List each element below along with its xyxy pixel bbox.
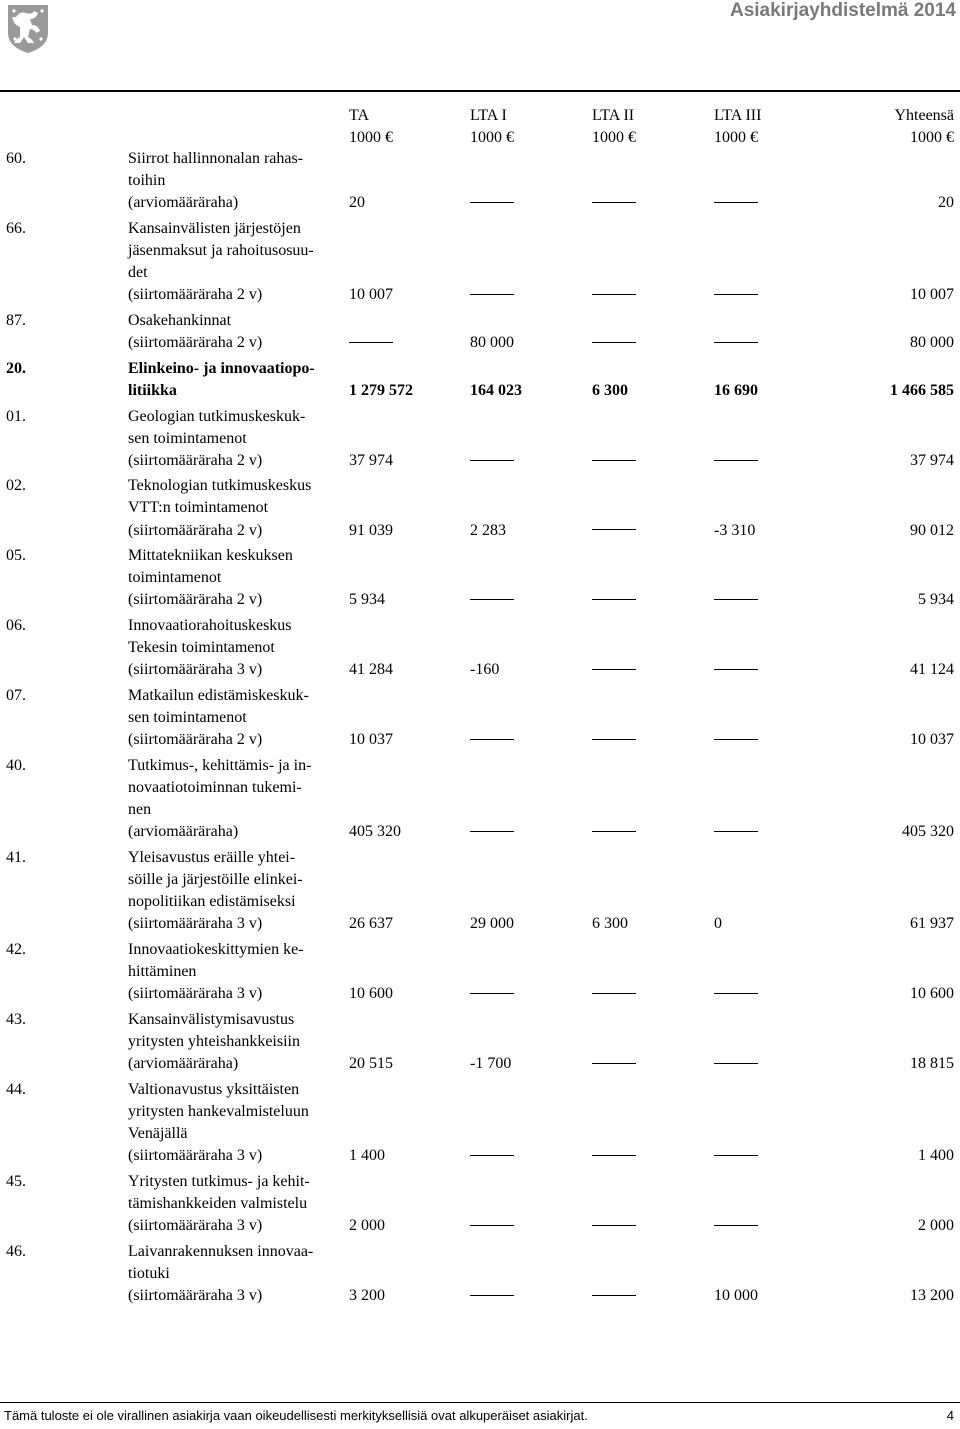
row-description-line: nopolitiikan edistämiseksi bbox=[128, 893, 296, 911]
dash-mark bbox=[714, 294, 758, 295]
row-description-line: sen toimintamenot bbox=[128, 709, 247, 727]
row-description-line: (siirtomääräraha 2 v) bbox=[128, 731, 263, 749]
empty-value-dash bbox=[592, 1145, 636, 1167]
row-description-line: tiotuki bbox=[128, 1264, 170, 1282]
row-value: 3 200 bbox=[349, 1286, 385, 1304]
empty-value-dash bbox=[592, 284, 636, 306]
table-row bbox=[0, 358, 960, 402]
row-description bbox=[128, 1171, 348, 1237]
empty-value-dash bbox=[592, 983, 636, 1005]
dash-mark bbox=[592, 669, 636, 670]
row-value: 80 000 bbox=[470, 333, 514, 351]
table-row bbox=[0, 685, 960, 751]
row-value: 91 039 bbox=[349, 521, 393, 539]
row-number: 46. bbox=[6, 1242, 26, 1260]
row-description-line: Geologian tutkimuskeskuk- bbox=[128, 407, 306, 425]
col-header-lta-i: LTA I 1000 € bbox=[470, 107, 514, 146]
table-row bbox=[0, 148, 960, 214]
row-description bbox=[128, 755, 348, 843]
dash-mark bbox=[714, 599, 758, 600]
row-description-line: toimintamenot bbox=[128, 569, 222, 587]
table-row bbox=[0, 545, 960, 611]
empty-value-dash bbox=[470, 729, 514, 751]
dash-mark bbox=[349, 342, 393, 343]
row-value: 2 000 bbox=[349, 1216, 385, 1234]
dash-mark bbox=[714, 669, 758, 670]
row-number: 05. bbox=[6, 547, 26, 565]
row-description-line: Innovaatiokeskittymien ke- bbox=[128, 941, 304, 958]
empty-value-dash bbox=[714, 589, 758, 611]
empty-value-dash bbox=[714, 659, 758, 681]
row-number: 20. bbox=[6, 359, 26, 377]
empty-value-dash bbox=[592, 589, 636, 611]
row-total-value: 10 007 bbox=[910, 286, 954, 304]
row-total-value: 1 400 bbox=[918, 1147, 954, 1165]
empty-value-dash bbox=[470, 284, 514, 306]
dash-mark bbox=[592, 1155, 636, 1156]
page-number: 4 bbox=[946, 1408, 954, 1423]
empty-value-dash bbox=[470, 1145, 514, 1167]
row-description-line: Yritysten tutkimus- ja kehit- bbox=[128, 1172, 310, 1190]
row-description-line: novaatiotoiminnan tukemi- bbox=[128, 779, 302, 797]
empty-value-dash bbox=[714, 1145, 758, 1167]
row-value: -160 bbox=[470, 661, 500, 679]
row-description bbox=[128, 310, 348, 354]
empty-value-dash bbox=[592, 450, 636, 472]
table-row bbox=[0, 939, 960, 1005]
row-description-line: det bbox=[128, 264, 148, 282]
lion-coat-of-arms-icon bbox=[6, 3, 50, 54]
row-description-line: Elinkeino- ja innovaatiopo- bbox=[128, 359, 315, 377]
dash-mark bbox=[592, 1225, 636, 1226]
row-total-value: 80 000 bbox=[910, 333, 954, 351]
row-total-value: 20 bbox=[938, 194, 954, 212]
row-value: 37 974 bbox=[349, 451, 393, 469]
table-row bbox=[0, 1009, 960, 1075]
row-description-line: Kansainvälisten järjestöjen bbox=[128, 219, 301, 237]
row-description bbox=[128, 1009, 348, 1075]
row-number: 41. bbox=[6, 849, 26, 866]
row-description-line: (siirtomääräraha 3 v) bbox=[128, 1147, 263, 1165]
row-value: 405 320 bbox=[349, 823, 401, 841]
row-description-line: Mittatekniikan keskuksen bbox=[128, 547, 293, 565]
row-value: 1 279 572 bbox=[349, 381, 413, 399]
row-number: 66. bbox=[6, 219, 26, 237]
row-value: 1 400 bbox=[349, 1147, 385, 1165]
empty-value-dash bbox=[592, 821, 636, 843]
empty-value-dash bbox=[714, 192, 758, 214]
row-description-line: tämishankkeiden valmistelu bbox=[128, 1194, 308, 1212]
row-description bbox=[128, 1241, 348, 1307]
row-value: 6 300 bbox=[592, 381, 628, 399]
document-title: Asiakirjayhdistelmä 2014 bbox=[729, 0, 956, 21]
row-total-value: 61 937 bbox=[910, 915, 954, 933]
row-total-value: 37 974 bbox=[910, 451, 954, 469]
row-value: 2 283 bbox=[470, 521, 506, 539]
dash-mark bbox=[592, 739, 636, 740]
dash-mark bbox=[592, 202, 636, 203]
dash-mark bbox=[714, 993, 758, 994]
page-header bbox=[0, 0, 960, 92]
row-value: 164 023 bbox=[470, 381, 522, 399]
dash-mark bbox=[470, 1155, 514, 1156]
row-total-value: 2 000 bbox=[918, 1216, 954, 1234]
dash-mark bbox=[714, 1225, 758, 1226]
dash-mark bbox=[470, 1295, 514, 1296]
empty-value-dash bbox=[714, 332, 758, 354]
col-header-ta: TA 1000 € bbox=[349, 107, 393, 146]
row-description bbox=[128, 406, 348, 472]
row-description-line: litiikka bbox=[128, 381, 177, 399]
empty-value-dash bbox=[592, 520, 636, 542]
row-description-line: Venäjällä bbox=[128, 1124, 188, 1142]
row-number: 42. bbox=[6, 941, 26, 958]
footer-disclaimer: Tämä tuloste ei ole virallinen asiakirja vaan oikeudellisesti merkityksellisiä ovat alkuperäiset asiakirjat. bbox=[4, 1408, 588, 1423]
row-description-line: (siirtomääräraha 2 v) bbox=[128, 521, 263, 539]
empty-value-dash bbox=[470, 1285, 514, 1307]
row-number: 06. bbox=[6, 617, 26, 635]
row-number: 87. bbox=[6, 311, 26, 329]
dash-mark bbox=[592, 831, 636, 832]
row-total-value: 405 320 bbox=[902, 823, 954, 841]
empty-value-dash bbox=[714, 1215, 758, 1237]
row-description-line: Yleisavustus eräille yhtei- bbox=[128, 849, 296, 866]
dash-mark bbox=[470, 1225, 514, 1226]
dash-mark bbox=[470, 202, 514, 203]
dash-mark bbox=[714, 1155, 758, 1156]
empty-value-dash bbox=[714, 821, 758, 843]
dash-mark bbox=[592, 993, 636, 994]
row-value: 20 515 bbox=[349, 1055, 393, 1073]
row-total-value: 13 200 bbox=[910, 1286, 954, 1304]
empty-value-dash bbox=[714, 1053, 758, 1075]
row-value: 5 934 bbox=[349, 591, 385, 609]
table-row bbox=[0, 755, 960, 843]
table-row bbox=[0, 406, 960, 472]
col-header-lta-iii: LTA III 1000 € bbox=[714, 107, 762, 146]
row-description-line: (arviomääräraha) bbox=[128, 1055, 239, 1073]
row-total-value: 1 466 585 bbox=[890, 381, 954, 399]
empty-value-dash bbox=[592, 1053, 636, 1075]
row-description-line: yritysten hankevalmisteluun bbox=[128, 1102, 309, 1120]
row-description-line: (siirtomääräraha 3 v) bbox=[128, 915, 263, 933]
row-description-line: Siirrot hallinnonalan rahas- bbox=[128, 150, 304, 167]
row-description-line: (arviomääräraha) bbox=[128, 823, 239, 841]
row-value: 0 bbox=[714, 915, 722, 933]
row-description-line: Matkailun edistämiskeskuk- bbox=[128, 687, 309, 705]
row-description bbox=[128, 475, 348, 541]
dash-mark bbox=[714, 342, 758, 343]
empty-value-dash bbox=[592, 332, 636, 354]
row-description-line: Laivanrakennuksen innovaa- bbox=[128, 1242, 314, 1260]
dash-mark bbox=[470, 460, 514, 461]
dash-mark bbox=[470, 739, 514, 740]
row-value: 29 000 bbox=[470, 915, 514, 933]
row-description-line: Kansainvälistymisavustus bbox=[128, 1010, 295, 1028]
dash-mark bbox=[470, 993, 514, 994]
table-row bbox=[0, 310, 960, 354]
row-value: 6 300 bbox=[592, 915, 628, 933]
empty-value-dash bbox=[714, 983, 758, 1005]
empty-value-dash bbox=[592, 659, 636, 681]
table-row bbox=[0, 1079, 960, 1167]
row-description-line: VTT:n toimintamenot bbox=[128, 499, 269, 517]
row-value: 26 637 bbox=[349, 915, 393, 933]
row-description-line: toihin bbox=[128, 172, 166, 190]
empty-value-dash bbox=[470, 983, 514, 1005]
row-value: 10 007 bbox=[349, 286, 393, 304]
row-description-line: Tutkimus-, kehittämis- ja in- bbox=[128, 757, 312, 774]
table-row bbox=[0, 1171, 960, 1237]
row-description-line: Tekesin toimintamenot bbox=[128, 639, 275, 657]
col-header-lta-ii: LTA II 1000 € bbox=[592, 107, 636, 146]
dash-mark bbox=[592, 294, 636, 295]
row-description-line: söille ja järjestöille elinkei- bbox=[128, 871, 303, 889]
row-description-line: hittäminen bbox=[128, 963, 197, 981]
empty-value-dash bbox=[592, 192, 636, 214]
row-description-line: Osakehankinnat bbox=[128, 311, 232, 329]
row-value: 10 000 bbox=[714, 1286, 758, 1304]
dash-mark bbox=[714, 460, 758, 461]
dash-mark bbox=[592, 1063, 636, 1064]
dash-mark bbox=[470, 599, 514, 600]
row-value: 10 037 bbox=[349, 731, 393, 749]
empty-value-dash bbox=[592, 1215, 636, 1237]
row-number: 45. bbox=[6, 1172, 26, 1190]
row-description-line: Innovaatiorahoituskeskus bbox=[128, 617, 292, 635]
dash-mark bbox=[714, 202, 758, 203]
dash-mark bbox=[714, 739, 758, 740]
row-description-line: (arviomääräraha) bbox=[128, 194, 239, 212]
row-description-line: Teknologian tutkimuskeskus bbox=[128, 477, 312, 495]
table-row bbox=[0, 218, 960, 306]
row-number: 44. bbox=[6, 1080, 26, 1098]
row-description bbox=[128, 1079, 348, 1167]
row-value: 41 284 bbox=[349, 661, 393, 679]
row-description-line: (siirtomääräraha 3 v) bbox=[128, 661, 263, 679]
table-row bbox=[0, 475, 960, 541]
empty-value-dash bbox=[470, 589, 514, 611]
row-description-line: (siirtomääräraha 2 v) bbox=[128, 333, 263, 351]
row-description-line: (siirtomääräraha 2 v) bbox=[128, 591, 263, 609]
row-description bbox=[128, 218, 348, 306]
row-description-line: Valtionavustus yksittäisten bbox=[128, 1080, 300, 1098]
row-total-value: 90 012 bbox=[910, 521, 954, 539]
row-total-value: 5 934 bbox=[918, 591, 954, 609]
dash-mark bbox=[592, 342, 636, 343]
row-description-line: jäsenmaksut ja rahoitusosuu- bbox=[128, 241, 314, 259]
row-number: 01. bbox=[6, 407, 26, 425]
row-description-line: sen toimintamenot bbox=[128, 429, 247, 447]
empty-value-dash bbox=[592, 729, 636, 751]
row-total-value: 18 815 bbox=[910, 1055, 954, 1073]
row-number: 60. bbox=[6, 150, 26, 167]
dash-mark bbox=[592, 1295, 636, 1296]
row-number: 07. bbox=[6, 687, 26, 705]
footer-divider bbox=[0, 1402, 960, 1403]
empty-value-dash bbox=[470, 450, 514, 472]
row-value: 16 690 bbox=[714, 381, 758, 399]
dash-mark bbox=[592, 599, 636, 600]
table-row bbox=[0, 847, 960, 935]
empty-value-dash bbox=[592, 1285, 636, 1307]
row-description bbox=[128, 615, 348, 681]
row-value: -3 310 bbox=[714, 521, 756, 539]
row-description bbox=[128, 685, 348, 751]
row-value: 10 600 bbox=[349, 985, 393, 1003]
dash-mark bbox=[592, 460, 636, 461]
empty-value-dash bbox=[470, 1215, 514, 1237]
row-description-line: (siirtomääräraha 2 v) bbox=[128, 286, 263, 304]
dash-mark bbox=[714, 1063, 758, 1064]
row-number: 40. bbox=[6, 757, 26, 774]
empty-value-dash bbox=[714, 450, 758, 472]
row-value: -1 700 bbox=[470, 1055, 512, 1073]
row-description bbox=[128, 545, 348, 611]
row-description-line: (siirtomääräraha 3 v) bbox=[128, 1216, 263, 1234]
row-number: 02. bbox=[6, 477, 26, 495]
empty-value-dash bbox=[470, 192, 514, 214]
row-value: 20 bbox=[349, 194, 365, 212]
row-total-value: 10 037 bbox=[910, 731, 954, 749]
row-description-line: (siirtomääräraha 2 v) bbox=[128, 451, 263, 469]
empty-value-dash bbox=[714, 729, 758, 751]
dash-mark bbox=[714, 831, 758, 832]
row-total-value: 41 124 bbox=[910, 661, 954, 679]
header-divider bbox=[0, 90, 960, 92]
col-header-total: Yhteensä 1000 € bbox=[894, 107, 954, 146]
row-description bbox=[128, 148, 348, 214]
dash-mark bbox=[592, 529, 636, 530]
empty-value-dash bbox=[349, 332, 393, 354]
table-row bbox=[0, 615, 960, 681]
row-number: 43. bbox=[6, 1010, 26, 1028]
dash-mark bbox=[470, 294, 514, 295]
row-description bbox=[128, 939, 348, 1005]
table-row bbox=[0, 1241, 960, 1307]
row-description-line: (siirtomääräraha 3 v) bbox=[128, 985, 263, 1003]
row-description-line: (siirtomääräraha 3 v) bbox=[128, 1286, 263, 1304]
row-total-value: 10 600 bbox=[910, 985, 954, 1003]
row-description-line: nen bbox=[128, 801, 152, 819]
dash-mark bbox=[470, 831, 514, 832]
row-description-line: yritysten yhteishankkeisiin bbox=[128, 1032, 300, 1050]
empty-value-dash bbox=[470, 821, 514, 843]
empty-value-dash bbox=[714, 284, 758, 306]
row-description bbox=[128, 358, 348, 402]
row-description bbox=[128, 847, 348, 935]
